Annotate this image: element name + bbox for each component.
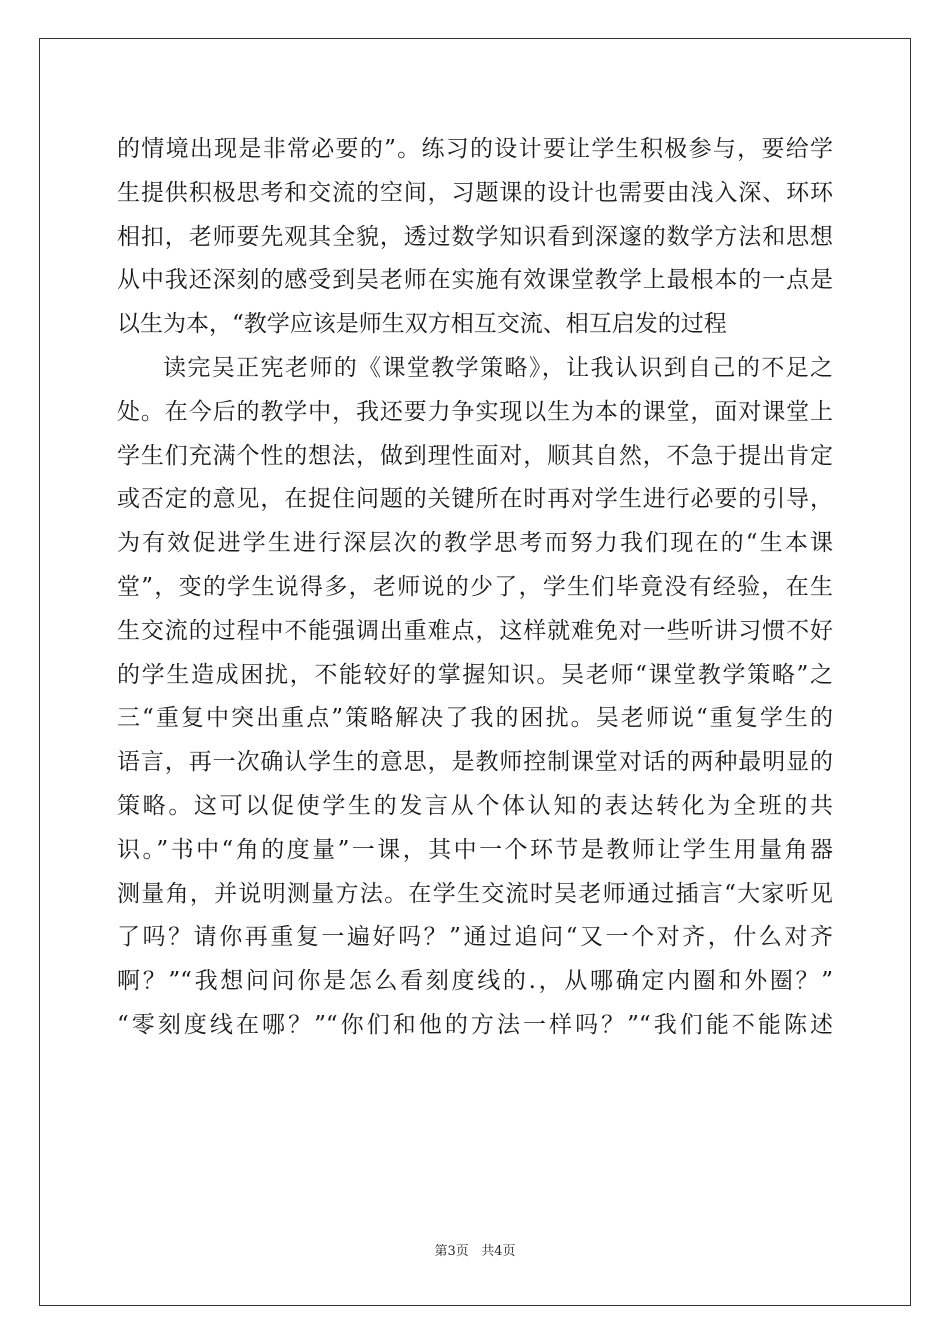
page-footer [0, 1243, 950, 1261]
text-line: 从中我还深刻的感受到吴老师在实施有效课堂教学上最根本的一点是 [117, 267, 833, 294]
text-line: 堂”，变的学生说得多，老师说的少了，学生们毕竟没有经验，在生 [117, 573, 833, 600]
text-line: 的情境出现是非常必要的”。练习的设计要让学生积极参与，要给学 [117, 136, 833, 162]
footer-spacer [469, 1244, 481, 1259]
text-line: 语言，再一次确认学生的意思，是教师控制课堂对话的两种最明显的 [117, 749, 833, 776]
text-line: 为有效促进学生进行深层次的教学思考而努力我们现在的“生本课 [117, 530, 833, 557]
text-line: 啊？”“我想问问你是怎么看刻度线的.，从哪确定内圈和外圈？” [117, 968, 833, 995]
page-number: 第3页 [434, 1244, 469, 1259]
page-total: 共4页 [481, 1244, 516, 1259]
text-line: 生提供积极思考和交流的空间，习题课的设计也需要由浅入深、环环 [117, 179, 833, 206]
text-line: 三“重复中突出重点”策略解决了我的困扰。吴老师说“重复学生的 [117, 705, 833, 732]
text-line: 的学生造成困扰，不能较好的掌握知识。吴老师“课堂教学策略”之 [117, 661, 833, 688]
text-line: 生交流的过程中不能强调出重难点，这样就难免对一些听讲习惯不好 [117, 617, 833, 644]
document-body [117, 128, 833, 1048]
text-line: 以生为本，“教学应该是师生双方相互交流、相互启发的过程 [117, 311, 727, 338]
text-line: 了吗？请你再重复一遍好吗？”通过追问“又一个对齐，什么对齐 [117, 924, 833, 951]
text-line: 策略。这可以促使学生的发言从个体认知的表达转化为全班的共 [117, 792, 833, 819]
paragraph-start-line: 读完吴正宪老师的《课堂教学策略》，让我认识到自己的不足之 [163, 354, 833, 381]
text-line: 学生们充满个性的想法，做到理性面对，顺其自然，不急于提出肯定 [117, 442, 833, 469]
text-line: 相扣，老师要先观其全貌，透过数学知识看到深邃的数学方法和思想 [117, 223, 833, 250]
text-line: 测量角，并说明测量方法。在学生交流时吴老师通过插言“大家听见 [117, 880, 833, 907]
text-line: 处。在今后的教学中，我还要力争实现以生为本的课堂，面对课堂上 [117, 398, 833, 425]
text-line: 识。”书中“角的度量”一课，其中一个环节是教师让学生用量角器 [117, 836, 833, 863]
text-line: “零刻度线在哪？”“你们和他的方法一样吗？”“我们能不能陈述 [117, 1011, 833, 1038]
text-line: 或否定的意见，在捉住问题的关键所在时再对学生进行必要的引导， [117, 486, 833, 513]
